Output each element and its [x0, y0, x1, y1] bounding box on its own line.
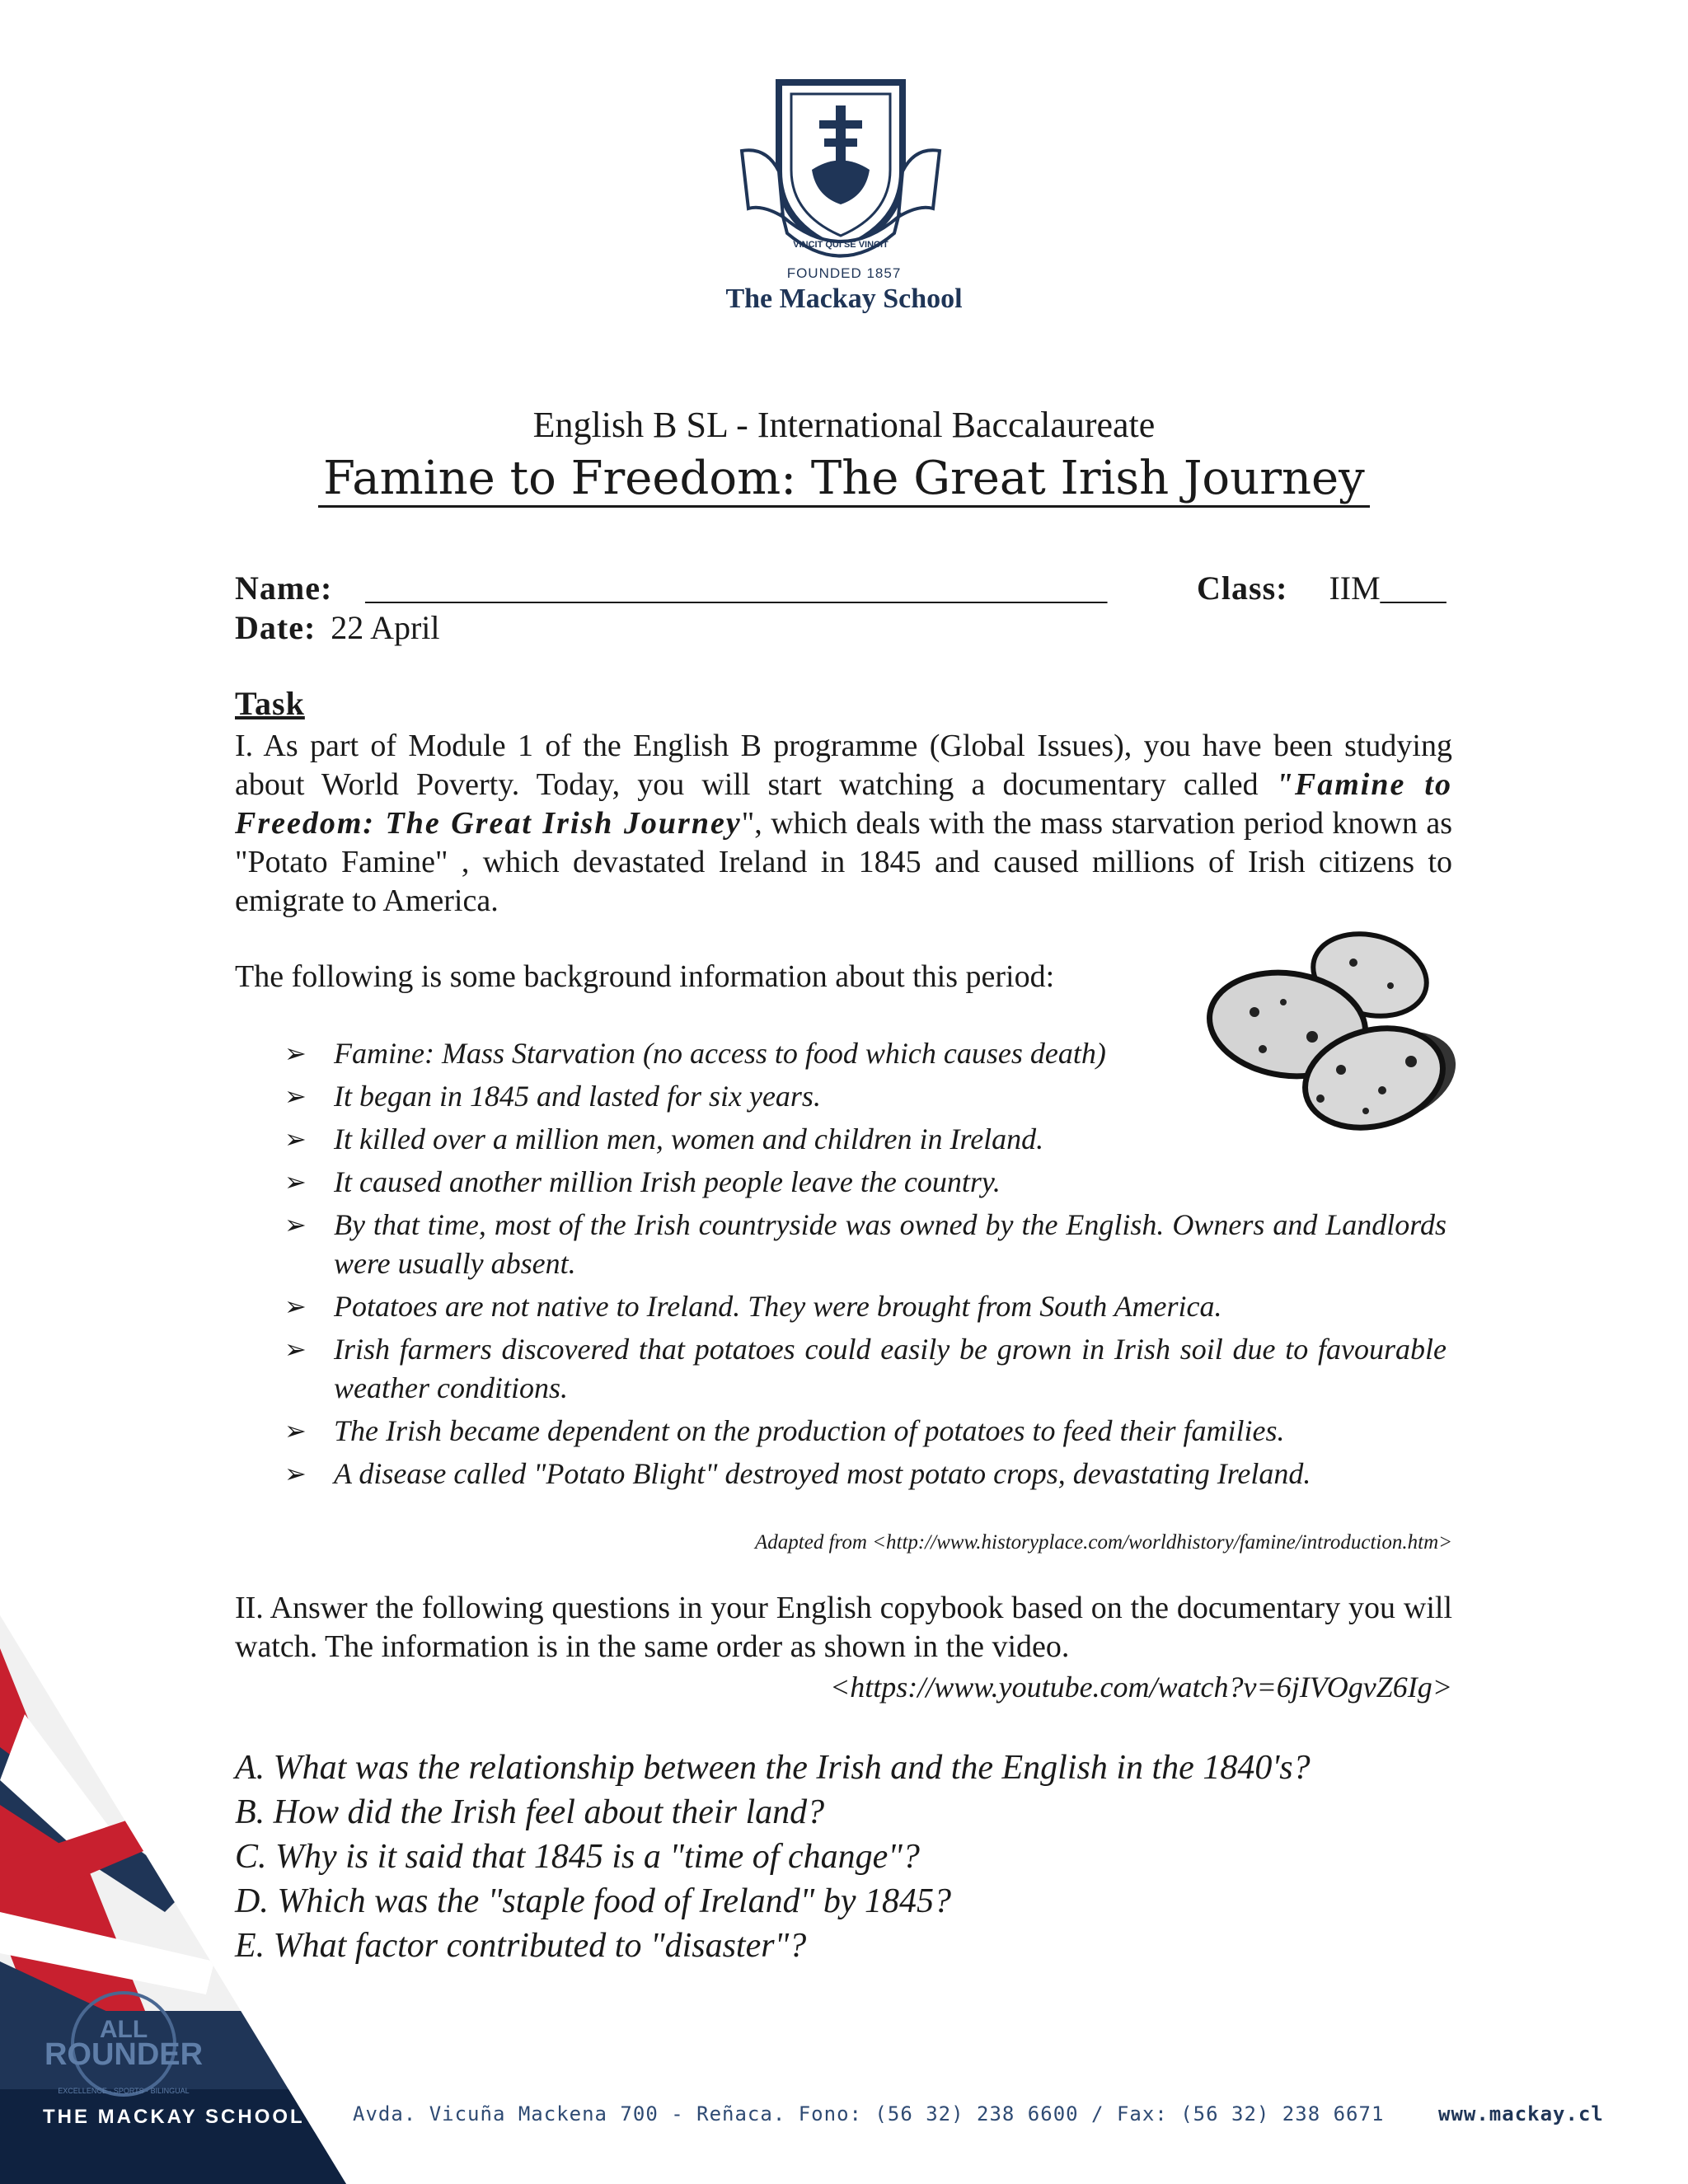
- badge-ring: EXCELLENCE · SPORTS · BILINGUAL: [58, 2087, 190, 2095]
- task-intro-paragraph: [235, 727, 1452, 921]
- background-facts-list: [284, 1034, 1447, 1497]
- background-intro: The following is some background information about this period:: [235, 959, 1055, 994]
- arrow-bullet-icon: ➢: [284, 1334, 307, 1364]
- document-title: [0, 452, 1688, 505]
- arrow-bullet-icon: ➢: [284, 1124, 307, 1154]
- fact-text: The Irish became dependent on the production of potatoes to feed their families.: [334, 1414, 1285, 1447]
- fact-text: Famine: Mass Starvation (no access to food which causes death): [334, 1037, 1106, 1070]
- crest-motto: VINCIT QUI SE VINCIT: [793, 240, 889, 250]
- course-heading: English B SL - International Baccalaureate: [532, 405, 1156, 445]
- fact-item: [284, 1330, 1447, 1408]
- fact-text: Irish farmers discovered that potatoes could easily be grown in Irish soil due to favourable weather conditions.: [334, 1333, 1447, 1404]
- question-item: C. Why is it said that 1845 is a "time of change"?: [235, 1838, 920, 1876]
- fact-text: Potatoes are not native to Ireland. They were brought from South America.: [334, 1290, 1222, 1323]
- source-citation: Adapted from <http://www.historyplace.com/worldhistory/famine/introduction.htm>: [755, 1531, 1452, 1554]
- class-value: IIM____: [1329, 569, 1447, 607]
- footer-school-name: THE MACKAY SCHOOL: [43, 2106, 305, 2128]
- question-item: B. How did the Irish feel about their land?: [235, 1793, 825, 1831]
- fact-item: [284, 1287, 1447, 1326]
- fact-item: [284, 1163, 1447, 1202]
- questions-list: [235, 1746, 1311, 1968]
- name-field[interactable]: [235, 569, 1107, 607]
- fact-text: A disease called "Potato Blight" destroyed most potato crops, devastating Ireland.: [334, 1457, 1311, 1490]
- question-item: A. What was the relationship between the Irish and the English in the 1840's?: [235, 1749, 1311, 1787]
- school-name-logo: The Mackay School: [725, 284, 963, 314]
- footer-address: Avda. Vicuña Mackena 700 - Reñaca. Fono: (56 32) 238 6600 / Fax: (56 32) 238 6671: [353, 2102, 1385, 2125]
- arrow-bullet-icon: ➢: [284, 1291, 307, 1321]
- intro-documentary-title: "Famine to Freedom: The Great Irish Journey: [235, 767, 1452, 841]
- arrow-bullet-icon: ➢: [284, 1167, 307, 1197]
- class-label: Class:: [1197, 569, 1288, 607]
- task-heading: Task: [235, 685, 305, 722]
- video-link[interactable]: <https://www.youtube.com/watch?v=6jIVOgvZ6Ig>: [829, 1671, 1452, 1704]
- badge-line1: ALL: [99, 2016, 148, 2043]
- date-field: [235, 608, 440, 647]
- date-value: 22 April: [331, 609, 440, 646]
- fact-item: [284, 1034, 1447, 1073]
- intro-text-before: I. As part of Module 1 of the English B programme (Global Issues), you have been studying about World Poverty. Today, you will start watching a documentary called: [235, 729, 1452, 802]
- intro-text-after: ", which deals with the mass starvation period known as "Potato Famine" , which devastated Ireland in 1845 and caused millions of Irish citizens to emigrate to America.: [235, 806, 1452, 918]
- founded-year: FOUNDED 1857: [786, 265, 902, 281]
- fact-item: [284, 1412, 1447, 1451]
- part-two-instructions: II. Answer the following questions in your English copybook based on the documentary you will watch. The information is in the same order as shown in the video.: [235, 1591, 1452, 1664]
- arrow-bullet-icon: ➢: [284, 1459, 307, 1488]
- name-blank: _____________________________________________: [365, 569, 1108, 607]
- arrow-bullet-icon: ➢: [284, 1081, 307, 1111]
- arrow-bullet-icon: ➢: [284, 1416, 307, 1446]
- question-item: E. What factor contributed to "disaster"?: [235, 1927, 807, 1965]
- fact-item: [284, 1120, 1447, 1159]
- arrow-bullet-icon: ➢: [284, 1210, 307, 1240]
- fact-text: It killed over a million men, women and children in Ireland.: [334, 1122, 1044, 1155]
- fact-item: [284, 1206, 1447, 1283]
- fact-text: It began in 1845 and lasted for six years.: [334, 1080, 821, 1113]
- school-crest-logo: [734, 73, 948, 270]
- document-title-text: Famine to Freedom: The Great Irish Journey: [318, 452, 1370, 508]
- badge-line2: ROUNDER: [44, 2037, 204, 2072]
- arrow-bullet-icon: ➢: [284, 1038, 307, 1068]
- name-label: Name:: [235, 569, 333, 607]
- question-item: D. Which was the "staple food of Ireland" by 1845?: [235, 1882, 951, 1920]
- fact-text: It caused another million Irish people leave the country.: [334, 1165, 1001, 1198]
- date-label: Date:: [235, 609, 316, 646]
- footer-website[interactable]: www.mackay.cl: [1438, 2102, 1604, 2125]
- fact-text: By that time, most of the Irish countryside was owned by the English. Owners and Landlords were usually absent.: [334, 1208, 1447, 1280]
- class-field[interactable]: [1197, 569, 1447, 607]
- union-jack-flag-banner: [0, 1615, 346, 2184]
- fact-item: [284, 1077, 1447, 1116]
- fact-item: [284, 1455, 1447, 1493]
